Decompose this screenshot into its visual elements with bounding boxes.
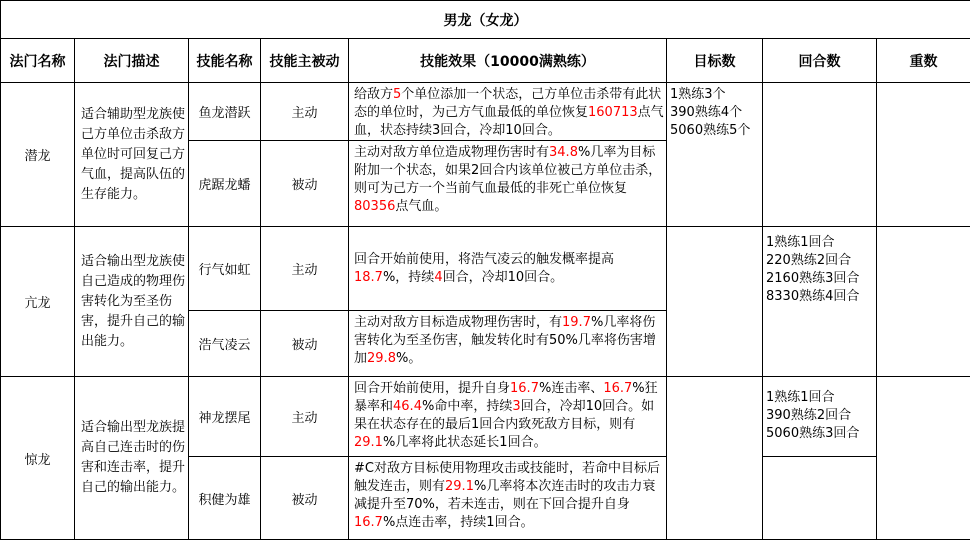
- skill-effect: [349, 141, 667, 227]
- skill-effect: [349, 83, 667, 141]
- effect-text: %几率将本次连击时的攻击力衰减提升至70%，若未连击，则在下回合提升自身: [354, 479, 655, 512]
- target-count: [667, 377, 763, 540]
- header-cell: 目标数: [667, 39, 763, 83]
- effect-text: %连击率、: [539, 381, 603, 396]
- school-desc: 适合辅助型龙族使己方单位击杀敌方单位时可回复己方气血，提高队伍的生存能力。: [75, 83, 189, 227]
- round-line: 5060熟练3回合: [766, 425, 873, 443]
- round-line: 390熟练2回合: [766, 407, 873, 425]
- layer-count: [877, 227, 970, 377]
- header-cell: 技能效果（10000满熟练）: [349, 39, 667, 83]
- effect-value: 16.7: [354, 515, 383, 530]
- effect-text: %几率将伤害转化为至圣伤害，触发转化时有50%几率将伤害增加: [354, 315, 656, 366]
- school-name: 潜龙: [1, 83, 75, 227]
- effect-text: 回合开始前使用，将浩气凌云的触发概率提高: [354, 252, 614, 267]
- skill-type: 被动: [261, 311, 349, 377]
- effect-text: %点连击率，持续1回合。: [383, 515, 534, 530]
- effect-text: %几率将此状态延长1回合。: [383, 435, 547, 450]
- table-title: 男龙（女龙）: [1, 1, 970, 39]
- effect-text: 点气血。: [395, 199, 447, 214]
- effect-text: 个单位添加一个状态，己方单位击杀带有此状态的单位时，为己方气血最低的单位恢复: [354, 87, 661, 120]
- effect-text: 主动对敌方目标造成物理伤害时，有: [354, 315, 562, 330]
- skill-type: 主动: [261, 83, 349, 141]
- round-line: 8330熟练4回合: [766, 288, 873, 306]
- school-name: 惊龙: [1, 377, 75, 540]
- skill-name: 行气如虹: [189, 227, 261, 311]
- skill-type: 被动: [261, 457, 349, 540]
- effect-text: %几率为目标附加一个状态，如果2回合内该单位被己方单位击杀，则可为己方一个当前气血最低的非死亡单位恢复: [354, 145, 661, 196]
- header-cell: 回合数: [763, 39, 877, 83]
- skill-type: 主动: [261, 227, 349, 311]
- effect-value: 29.1: [354, 435, 383, 450]
- skill-name: 神龙摆尾: [189, 377, 261, 457]
- effect-value: 160713: [588, 105, 638, 120]
- effect-value: 5: [393, 87, 401, 102]
- effect-text: 回合，冷却10回合。如果在状态存在的最后1回合内致死敌方目标，则有: [354, 399, 654, 432]
- effect-text: 回合，冷却10回合。: [443, 270, 564, 285]
- table-row: [1, 227, 970, 311]
- round-line: 2160熟练3回合: [766, 270, 873, 288]
- effect-text: %命中率，持续: [422, 399, 512, 414]
- skill-name: 虎踞龙蟠: [189, 141, 261, 227]
- layer-count: [877, 83, 970, 227]
- effect-text: 主动对敌方单位造成物理伤害时有: [354, 145, 549, 160]
- round-count: [763, 227, 877, 377]
- effect-text: %，持续: [383, 270, 434, 285]
- round-count-empty: [763, 457, 877, 540]
- effect-text: %狂暴率和: [354, 381, 658, 414]
- header-cell: 技能名称: [189, 39, 261, 83]
- skill-type: 被动: [261, 141, 349, 227]
- header-row: [1, 39, 970, 83]
- effect-value: 3: [512, 399, 520, 414]
- skill-effect: [349, 377, 667, 457]
- effect-value: 34.8: [549, 145, 578, 160]
- layer-count: [877, 377, 970, 540]
- effect-value: 16.7: [510, 381, 539, 396]
- effect-value: 18.7: [354, 270, 383, 285]
- header-cell: 重数: [877, 39, 970, 83]
- header-cell: 法门名称: [1, 39, 75, 83]
- effect-value: 19.7: [562, 315, 591, 330]
- effect-text: 点气血，状态持续3回合，冷却10回合。: [354, 105, 664, 138]
- effect-text: #C对敌方目标使用物理攻击或技能时，若命中目标后触发连击，则有: [354, 461, 660, 494]
- skill-effect: [349, 227, 667, 311]
- target-count: [667, 227, 763, 377]
- effect-value: 29.1: [445, 479, 474, 494]
- school-desc: 适合输出型龙族提高自己连击时的伤害和连击率，提升自己的输出能力。: [75, 377, 189, 540]
- target-count: [667, 83, 763, 227]
- target-line: 5060熟练5个: [670, 122, 759, 140]
- effect-value: 29.8: [367, 351, 396, 366]
- skill-effect: [349, 311, 667, 377]
- effect-value: 16.7: [603, 381, 632, 396]
- header-cell: 技能主被动: [261, 39, 349, 83]
- round-count: [763, 83, 877, 227]
- target-line: 1熟练3个: [670, 86, 759, 104]
- effect-value: 80356: [354, 199, 395, 214]
- round-line: 1熟练1回合: [766, 389, 873, 407]
- skill-name: 浩气凌云: [189, 311, 261, 377]
- skill-name: 积健为雄: [189, 457, 261, 540]
- round-line: 1熟练1回合: [766, 234, 873, 252]
- skill-effect: [349, 457, 667, 540]
- school-desc: 适合输出型龙族使自己造成的物理伤害转化为至圣伤害，提升自己的输出能力。: [75, 227, 189, 377]
- round-line: 220熟练2回合: [766, 252, 873, 270]
- effect-text: 给敌方: [354, 87, 393, 102]
- target-line: 390熟练4个: [670, 104, 759, 122]
- skill-name: 鱼龙潜跃: [189, 83, 261, 141]
- table-row: [1, 83, 970, 141]
- table-row: [1, 377, 970, 457]
- header-cell: 法门描述: [75, 39, 189, 83]
- effect-value: 4: [434, 270, 442, 285]
- school-name: 亢龙: [1, 227, 75, 377]
- effect-value: 46.4: [393, 399, 422, 414]
- skill-type: 主动: [261, 377, 349, 457]
- effect-text: 回合开始前使用，提升自身: [354, 381, 510, 396]
- effect-text: %。: [396, 351, 421, 366]
- round-count: [763, 377, 877, 457]
